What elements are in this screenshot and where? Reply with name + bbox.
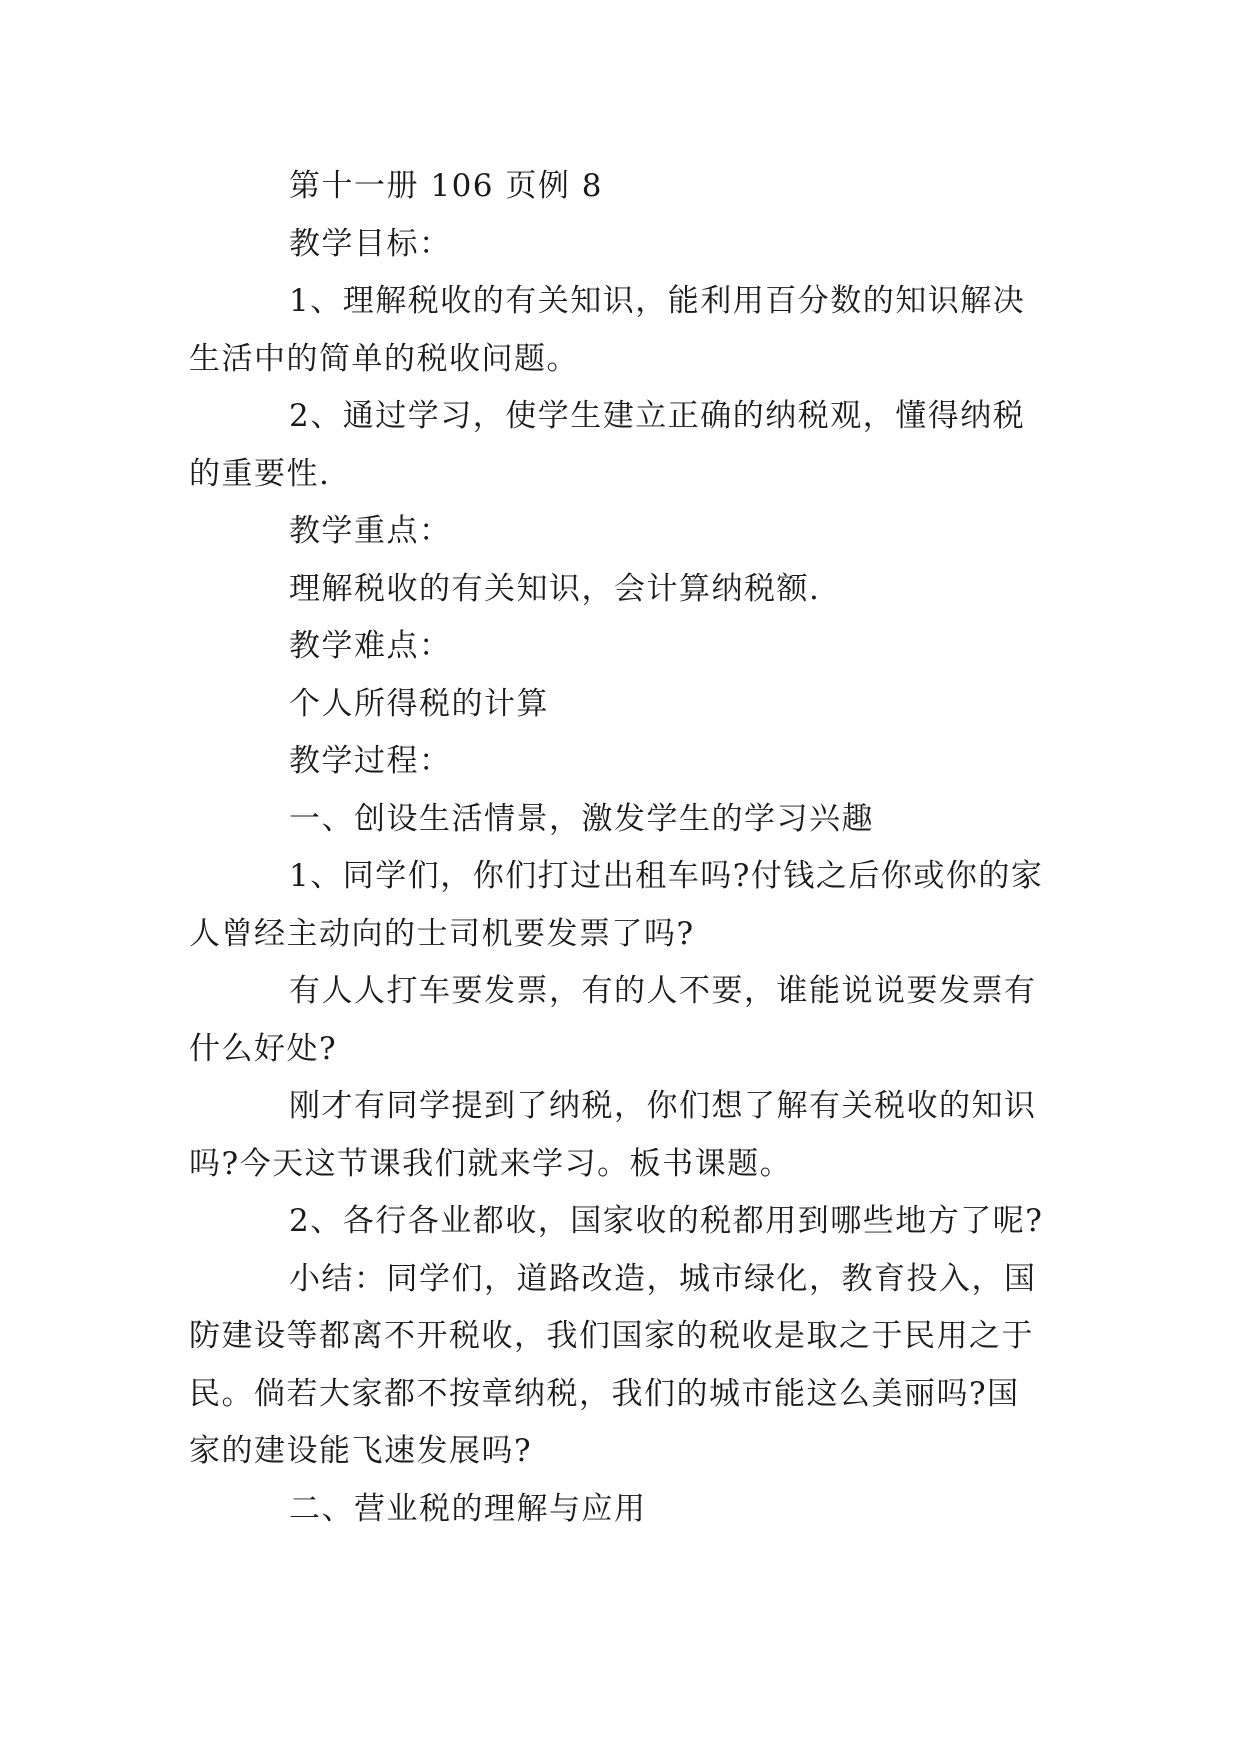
process-step-1-title: 一、创设生活情景，激发学生的学习兴趣 — [289, 800, 874, 837]
process-step-2-title: 二、营业税的理解与应用 — [289, 1490, 647, 1527]
goal-item-2: 2、通过学习，使学生建立正确的纳税观，懂得纳税的重要性. — [189, 398, 1026, 492]
section-label-difficulties: 教学难点： — [289, 628, 452, 664]
process-paragraph: 2、各行各业都收，国家收的税都用到哪些地方了呢? — [289, 1203, 1044, 1239]
document-body — [189, 158, 1051, 1538]
goal-item-1: 1、理解税收的有关知识，能利用百分数的知识解决生活中的简单的税收问题。 — [189, 283, 1026, 377]
key-point-text: 理解税收的有关知识，会计算纳税额. — [289, 570, 821, 607]
section-label-key-points: 教学重点： — [289, 513, 452, 549]
heading-reference: 第十一册 106 页例 8 — [289, 168, 603, 204]
summary-paragraph: 小结：同学们，道路改造，城市绿化，教育投入，国防建设等都离不开税收，我们国家的税收是取之于民用之于民。倘若大家都不按章纳税，我们的城市能这么美丽吗?国家的建设能飞速发展吗? — [189, 1260, 1037, 1469]
process-paragraph: 有人人打车要发票，有的人不要，谁能说说要发票有什么好处? — [189, 973, 1037, 1067]
section-label-goals: 教学目标： — [289, 225, 452, 262]
process-paragraph: 刚才有同学提到了纳税，你们想了解有关税收的知识吗?今天这节课我们就来学习。板书课题。 — [189, 1088, 1037, 1182]
process-paragraph: 1、同学们，你们打过出租车吗?付钱之后你或你的家人曾经主动向的士司机要发票了吗? — [189, 858, 1044, 952]
section-label-process: 教学过程： — [289, 743, 452, 779]
difficulty-text: 个人所得税的计算 — [289, 685, 549, 722]
